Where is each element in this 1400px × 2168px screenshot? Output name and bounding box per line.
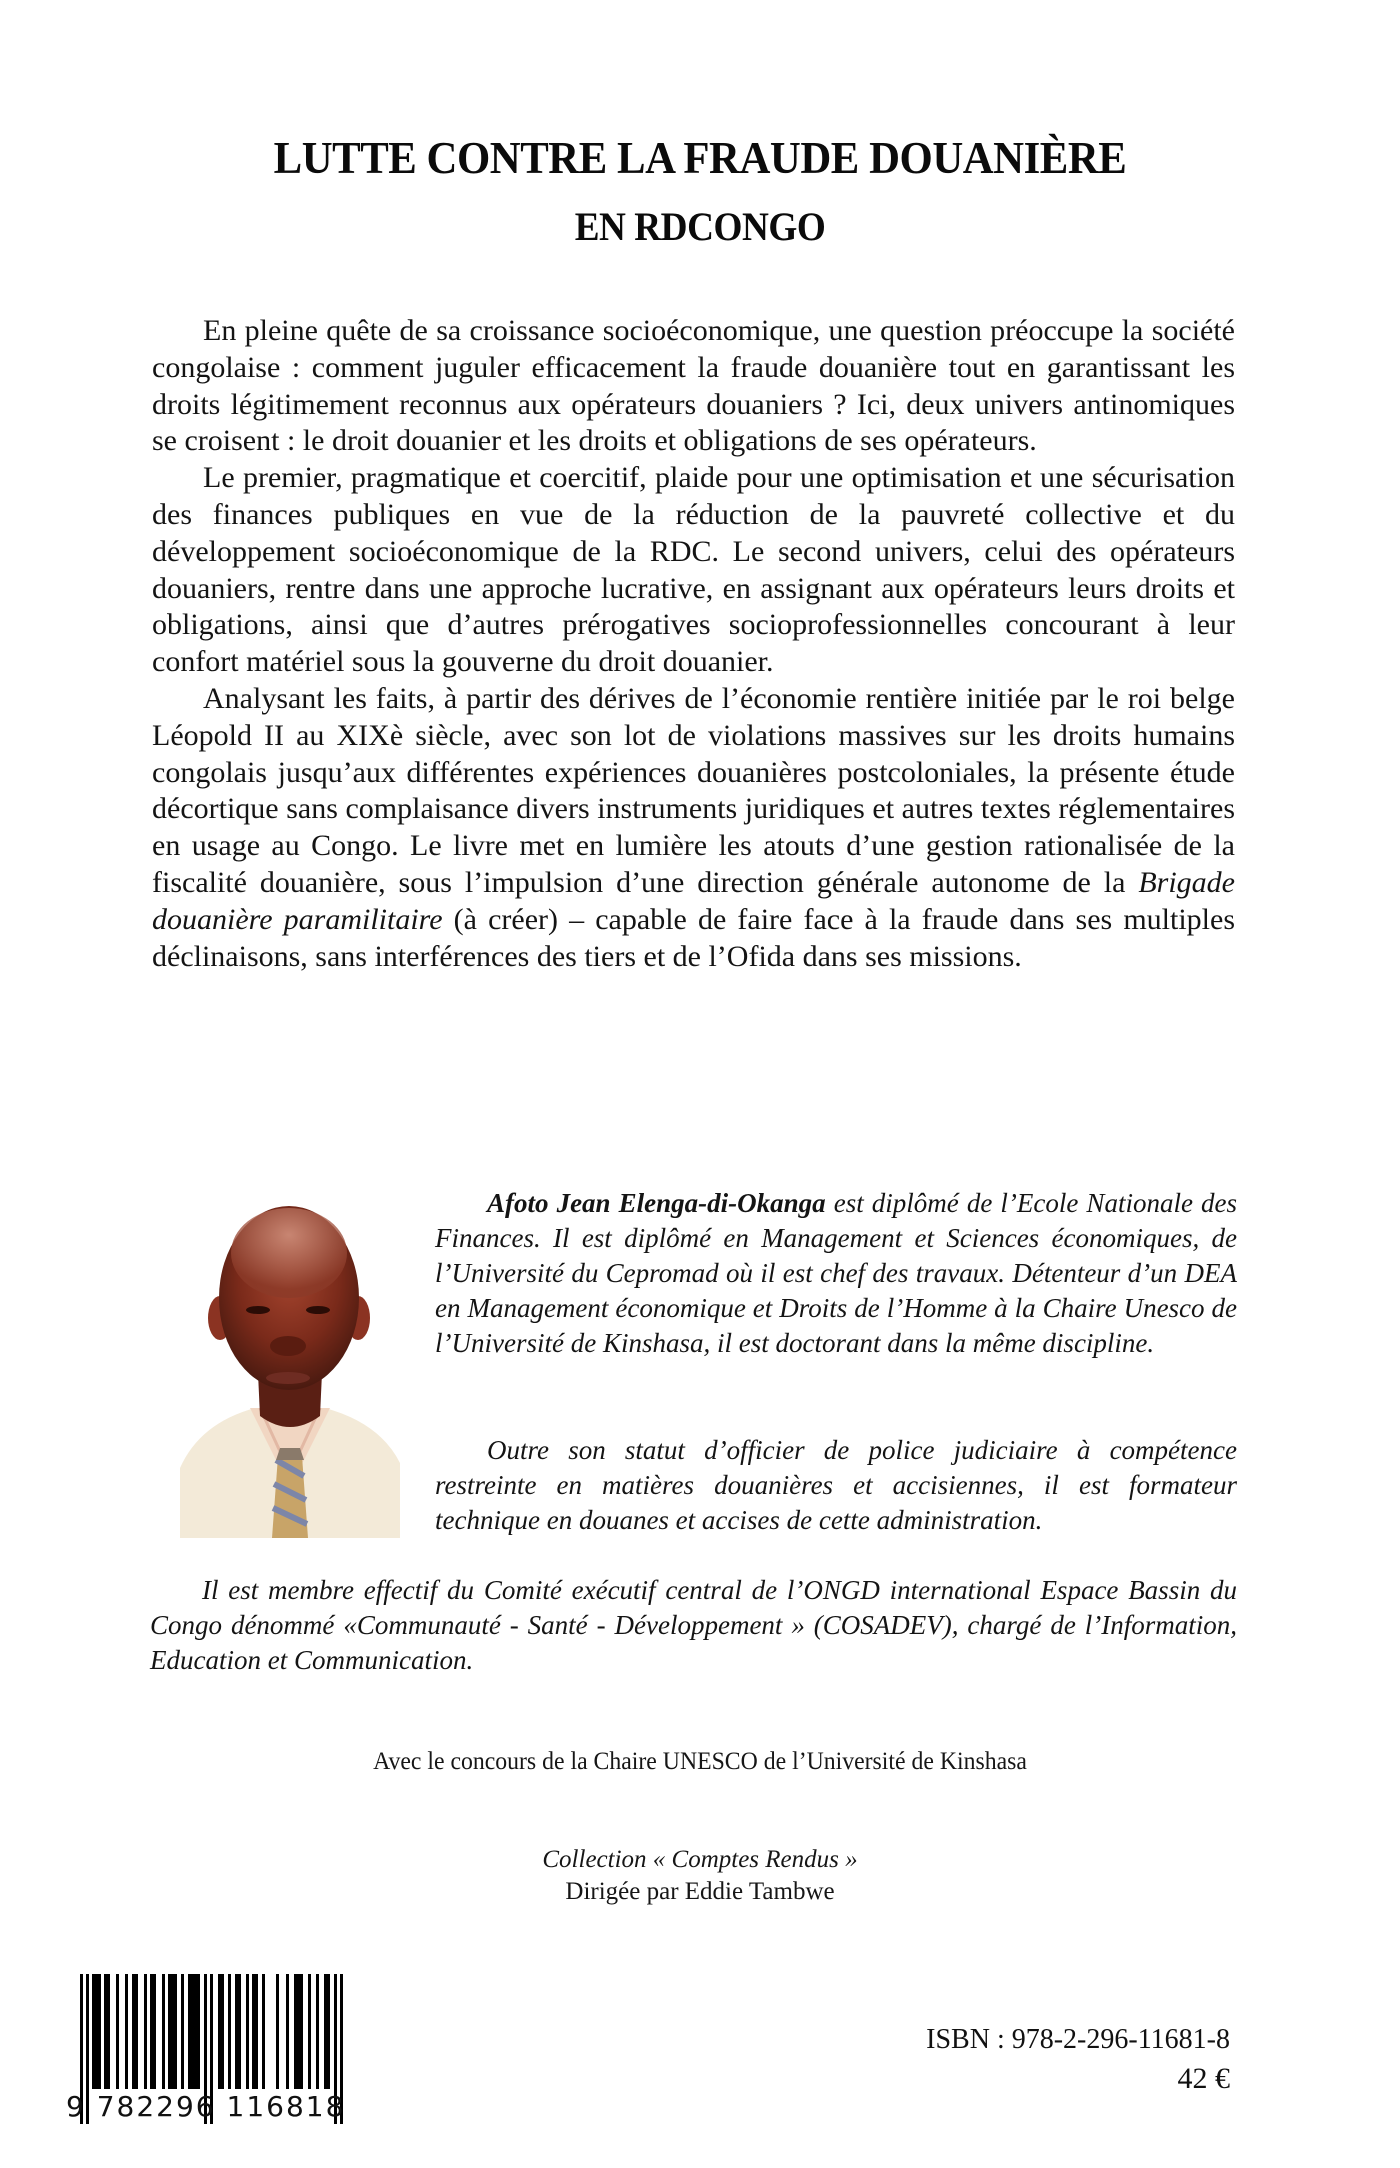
support-credit: Avec le concours de la Chaire UNESCO de l’Université de Kinshasa (373, 1748, 1027, 1775)
author-bio-text: Outre son statut d’officier de police judiciaire à compétence restreinte en matières douanières et accisiennes, il est formateur technique en douanes et accises de cette administration. (435, 1435, 1237, 1535)
book-subtitle: EN RDCONGO (574, 204, 826, 250)
author-bio-rest: est diplômé de l’Ecole Nationale des Finances. Il est diplômé en Management et Sciences économiques, de l’Université du Cepromad où il est chef des travaux. Détenteur d’un DEA en Management économique et Droits de l’Homme à la Chaire Unesco de l’Université de Kinshasa, il est doctorant dans la même discipline. (435, 1188, 1237, 1358)
author-photo (180, 1198, 400, 1538)
collection-director: Dirigée par Eddie Tambwe (565, 1878, 835, 1905)
author-bio-paragraph (435, 1186, 1237, 1361)
book-summary (152, 313, 1235, 975)
author-portrait-icon (180, 1198, 400, 1538)
summary-text: (à créer) – capable de faire face à la fraude dans ses multiples déclinaisons, sans interférences des tiers et de l’Ofida dans ses missions. (152, 902, 1235, 973)
author-name: Afoto Jean Elenga-di-Okanga (487, 1188, 826, 1218)
price: 42 € (1177, 2062, 1230, 2095)
book-title: LUTTE CONTRE LA FRAUDE DOUANIÈRE (273, 131, 1127, 183)
summary-paragraph (152, 681, 1235, 975)
author-bio-text (435, 1186, 1237, 1361)
barcode-digits: 9 782296 116818 (66, 2090, 346, 2123)
isbn: ISBN : 978-2-296-11681-8 (926, 2024, 1230, 2055)
summary-text: Analysant les faits, à partir des dérives de l’économie rentière initiée par le roi belge Léopold II au XIXè siècle, avec son lot de violations massives sur les droits humains congolais jusqu’aux différentes expériences douanières postcoloniales, la présente étude décortique sans complaisance divers instruments juridiques et autres textes réglementaires en usage au Congo. Le livre met en lumière les atouts d’une gestion rationalisée de la fiscalité douanière, sous l’impulsion d’une direction générale autonome de la (152, 681, 1235, 899)
summary-italic-term: Brigade douanière paramilitaire (152, 865, 1235, 936)
author-bio-paragraph (435, 1433, 1237, 1538)
collection-name: Collection « Comptes Rendus » (542, 1846, 858, 1873)
summary-paragraph: Le premier, pragmatique et coercitif, plaide pour une optimisation et une sécurisation des finances publiques en vue de la réduction de la pauvreté collective et du développement socioéconomique de la RDC. Le second univers, celui des opérateurs douaniers, rentre dans une approche lucrative, en assignant aux opérateurs leurs droits et obligations, ainsi que d’autres prérogatives socioprofessionnelles concourant à leur confort matériel sous la gouverne du droit douanier. (152, 461, 1235, 679)
author-bio-paragraph (150, 1573, 1237, 1678)
author-bio-text: Il est membre effectif du Comité exécutif central de l’ONGD international Espace Bassin du Congo dénommé «Communauté - Santé - Développement » (COSADEV), chargé de l’Information, Education et Communication. (150, 1575, 1237, 1675)
summary-paragraph: En pleine quête de sa croissance socioéconomique, une question préoccupe la société congolaise : comment juguler efficacement la fraude douanière tout en garantissant les droits légitimement reconnus aux opérateurs douaniers ? Ici, deux univers antinomiques se croisent : le droit douanier et les droits et obligations de ses opérateurs. (152, 314, 1235, 458)
